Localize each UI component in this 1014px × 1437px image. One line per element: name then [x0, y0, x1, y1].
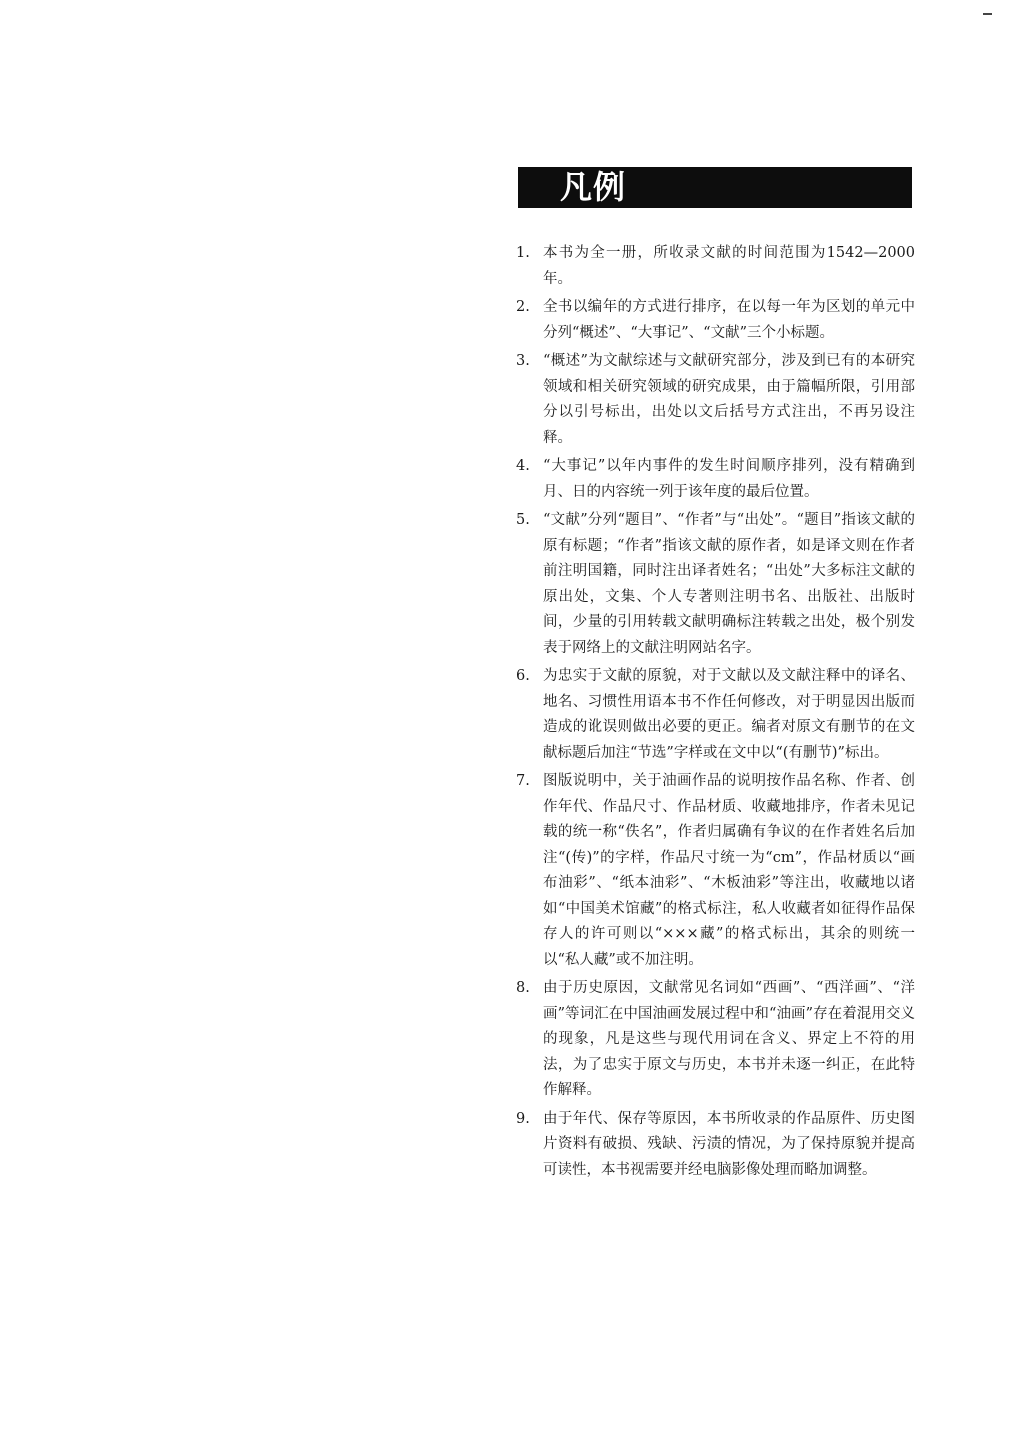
- rule-text: 图版说明中，关于油画作品的说明按作品名称、作者、创作年代、作品尺寸、作品材质、收藏地排序，作者未见记载的统一称“佚名”，作者归属确有争议的在作者姓名后加注“(传)”的字样，作品尺寸统一为“cm”，作品材质以“画布油彩”、“纸本油彩”、“木板油彩”等注出，收藏地以诸如“中国美术馆藏”的格式标注，私人收藏者如征得作品保存人的许可则以“×××藏”的格式标出，其余的则统一以“私人藏”或不加注明。: [543, 773, 915, 968]
- scan-mark: [983, 13, 992, 15]
- rule-item: [510, 349, 915, 451]
- page-title: 凡例: [560, 168, 627, 206]
- rule-text: 本书为全一册，所收录文献的时间范围为1542—2000年。: [543, 245, 915, 287]
- rule-number: 7.: [516, 773, 530, 789]
- rules-list: [510, 241, 915, 1186]
- rule-item: [510, 664, 915, 766]
- rule-number: 1.: [516, 245, 530, 261]
- rule-number: 6.: [516, 668, 530, 684]
- rule-text: “文献”分列“题目”、“作者”与“出处”。“题目”指该文献的原有标题；“作者”指该文献的原作者，如是译文则在作者前注明国籍，同时注出译者姓名；“出处”大多标注文献的原出处，文集、个人专著则注明书名、出版社、出版时间，少量的引用转载文献明确标注转载之出处，极个别发表于网络上的文献注明网站名字。: [543, 512, 915, 656]
- rule-text: 由于年代、保存等原因，本书所收录的作品原件、历史图片资料有破损、残缺、污渍的情况，为了保持原貌并提高可读性，本书视需要并经电脑影像处理而略加调整。: [543, 1110, 915, 1178]
- rule-item: [510, 508, 915, 661]
- rule-number: 2.: [516, 299, 530, 315]
- rule-number: 5.: [516, 512, 530, 528]
- rule-number: 4.: [516, 458, 530, 474]
- rule-text: 为忠实于文献的原貌，对于文献以及文献注释中的译名、地名、习惯性用语本书不作任何修改，对于明显因出版而造成的讹误则做出必要的更正。编者对原文有删节的在文献标题后加注“节选”字样或在文中以“(有删节)”标出。: [543, 668, 915, 761]
- rule-item: [510, 295, 915, 346]
- rule-number: 8.: [516, 980, 530, 996]
- rule-item: [510, 976, 915, 1104]
- rule-text: “大事记”以年内事件的发生时间顺序排列，没有精确到月、日的内容统一列于该年度的最后位置。: [543, 458, 915, 500]
- rule-text: 全书以编年的方式进行排序，在以每一年为区划的单元中分列“概述”、“大事记”、“文献”三个小标题。: [543, 299, 915, 341]
- rule-item: [510, 454, 915, 505]
- rule-text: 由于历史原因，文献常见名词如“西画”、“西洋画”、“洋画”等词汇在中国油画发展过程中和“油画”存在着混用交义的现象，凡是这些与现代用词在含义、界定上不符的用法，为了忠实于原文与历史，本书并未逐一纠正，在此特作解释。: [543, 980, 915, 1098]
- section-title-bar: [518, 167, 912, 208]
- rule-item: [510, 241, 915, 292]
- rule-item: [510, 1107, 915, 1184]
- rule-item: [510, 769, 915, 973]
- rule-number: 3.: [516, 353, 530, 369]
- rule-number: 9.: [516, 1110, 530, 1127]
- rule-text: “概述”为文献综述与文献研究部分，涉及到已有的本研究领域和相关研究领域的研究成果，由于篇幅所限，引用部分以引号标出，出处以文后括号方式注出，不再另设注释。: [543, 353, 915, 446]
